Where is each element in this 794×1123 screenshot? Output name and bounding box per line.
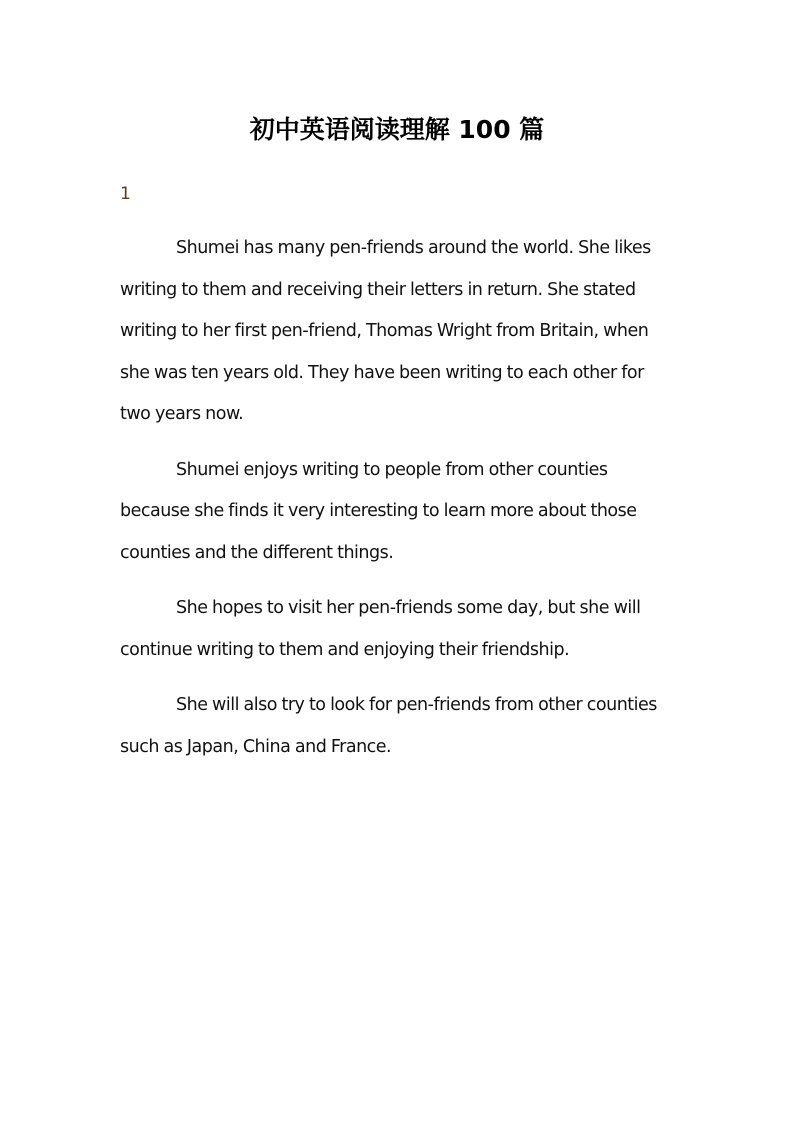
paragraph-4: She will also try to look for pen-friends from other counties such as Japan, China and France. [120, 695, 657, 757]
page-title: 初中英语阅读理解 100 篇 [249, 115, 545, 144]
paragraph-3: She hopes to visit her pen-friends some day, but she will continue writing to them and enjoying their friendship. [120, 598, 641, 660]
paragraph-2: Shumei enjoys writing to people from other counties because she finds it very interesting to learn more about those counties and the different things. [120, 459, 637, 563]
passage-number: 1 [120, 184, 131, 204]
passage-body [120, 228, 668, 782]
paragraph-1: Shumei has many pen-friends around the world. She likes writing to them and receiving their letters in return. She stated writing to her first pen-friend, Thomas Wright from Britain, when she was ten years old. They have been writing to each other for two years now. [120, 238, 651, 424]
